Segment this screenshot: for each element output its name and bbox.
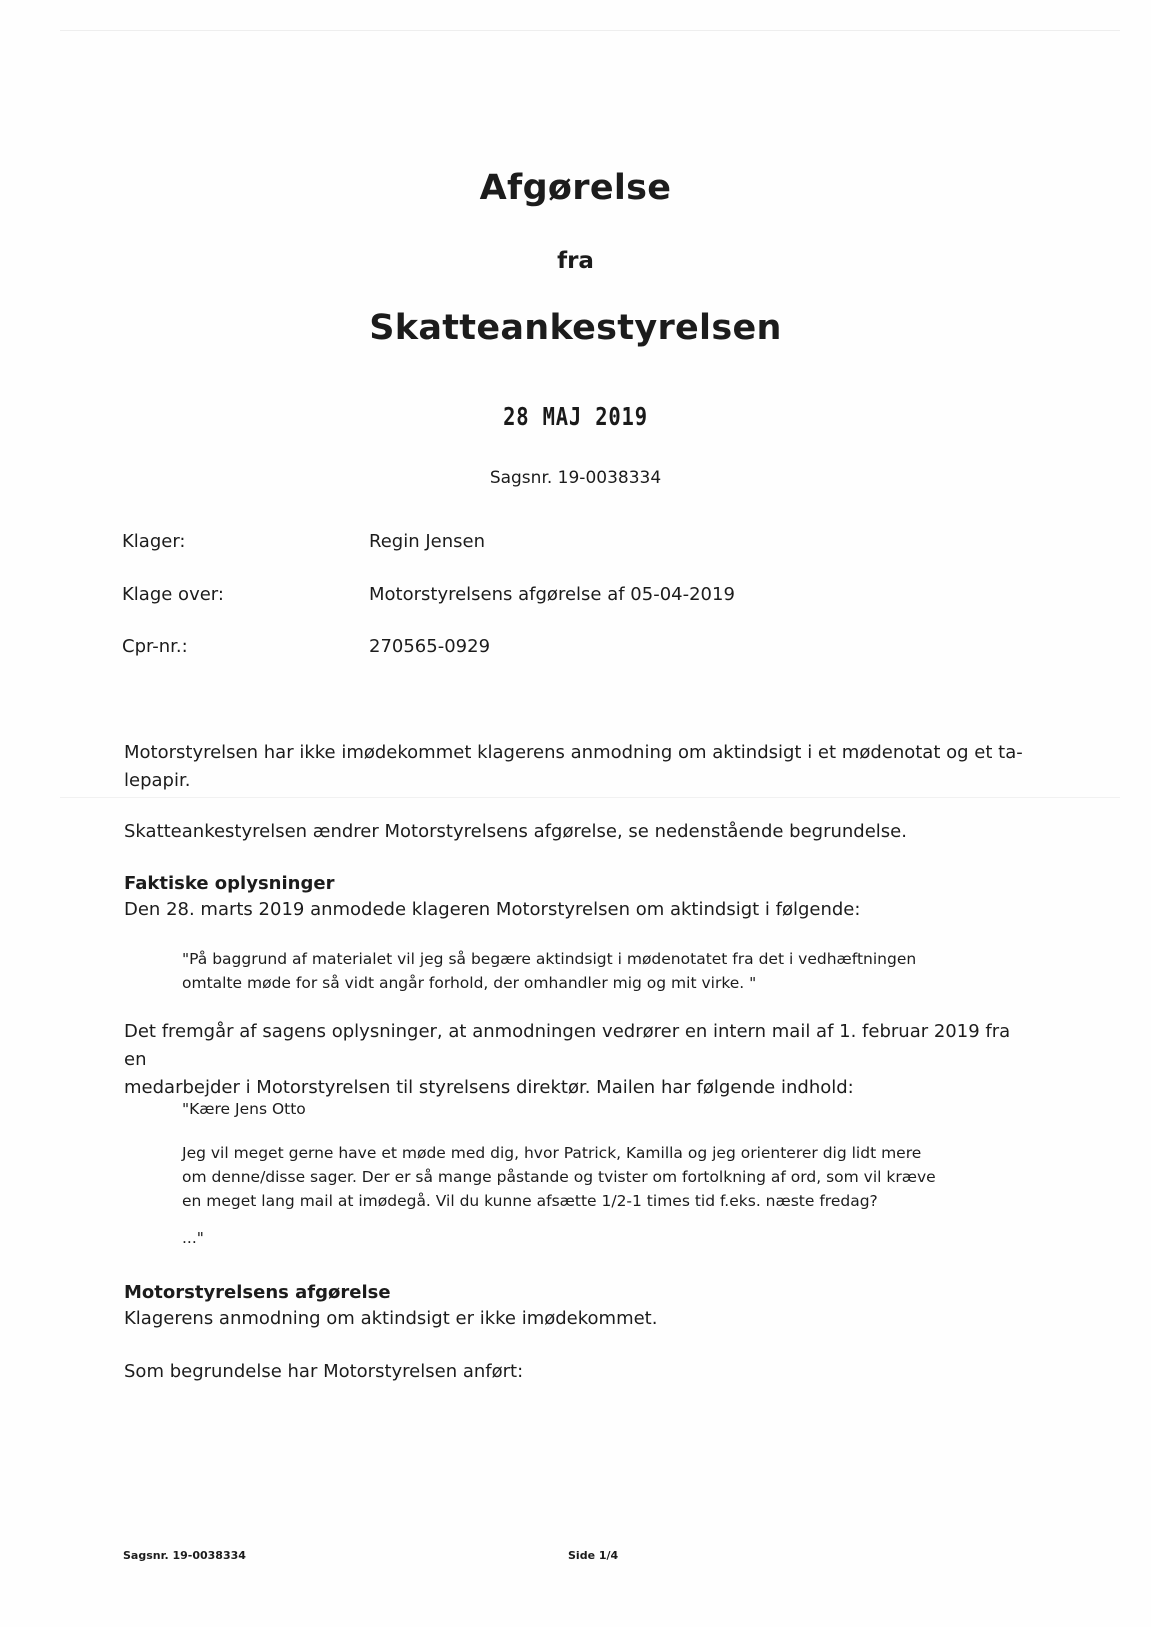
klage-over-label: Klage over: xyxy=(122,584,224,605)
facts-line: medarbejder i Motorstyrelsen til styrelsens direktør. Mailen har følgende indhold: xyxy=(124,1077,854,1098)
facts-paragraph-2 xyxy=(124,1018,1024,1102)
decision-summary: Skatteankestyrelsen ændrer Motorstyrelsens afgørelse, se nedenstående begrundelse. xyxy=(124,821,907,842)
date-stamp: 28 MAJ 2019 xyxy=(503,402,648,431)
request-quote xyxy=(182,947,1002,995)
document-title: Afgørelse xyxy=(479,168,672,208)
facts-heading: Faktiske oplysninger xyxy=(124,873,335,894)
scan-artifact-line xyxy=(60,797,1120,798)
cpr-label: Cpr-nr.: xyxy=(122,636,188,657)
case-number: Sagsnr. 19-0038334 xyxy=(489,468,662,488)
facts-paragraph: Den 28. marts 2019 anmodede klageren Motorstyrelsen om aktindsigt i følgende: xyxy=(124,899,861,920)
mail-greeting: "Kære Jens Otto xyxy=(182,1100,306,1118)
scan-artifact-line xyxy=(60,30,1120,31)
footer-page-number: Side 1/4 xyxy=(568,1549,619,1562)
quote-line: omtalte møde for så vidt angår forhold, der omhandler mig og mit virke. " xyxy=(182,974,757,992)
mail-body xyxy=(182,1141,1002,1213)
intro-paragraph xyxy=(124,739,1024,795)
klage-over-value: Motorstyrelsens afgørelse af 05-04-2019 xyxy=(369,584,735,605)
facts-line: Det fremgår af sagens oplysninger, at anmodningen vedrører en intern mail af 1. februar 2019 fra en xyxy=(124,1021,1011,1070)
mail-line: en meget lang mail at imødegå. Vil du kunne afsætte 1/2-1 times tid f.eks. næste fredag? xyxy=(182,1192,878,1210)
quote-line: "På baggrund af materialet vil jeg så begære aktindsigt i mødenotatet fra det i vedhæftningen xyxy=(182,950,917,968)
mail-line: Jeg vil meget gerne have et møde med dig, hvor Patrick, Kamilla og jeg orienterer dig lidt mere xyxy=(182,1144,922,1162)
klager-label: Klager: xyxy=(122,531,186,552)
cpr-value: 270565-0929 xyxy=(369,636,491,657)
mail-ellipsis: ..." xyxy=(182,1229,204,1247)
intro-line: lepapir. xyxy=(124,770,191,791)
decision-heading: Motorstyrelsens afgørelse xyxy=(124,1282,391,1303)
decision-paragraph: Klagerens anmodning om aktindsigt er ikke imødekommet. xyxy=(124,1308,658,1329)
reason-paragraph: Som begrundelse har Motorstyrelsen anført: xyxy=(124,1361,524,1382)
footer-case-number: Sagsnr. 19-0038334 xyxy=(123,1549,246,1562)
intro-line: Motorstyrelsen har ikke imødekommet klagerens anmodning om aktindsigt i et mødenotat og et ta- xyxy=(124,742,1023,763)
authority-name: Skatteankestyrelsen xyxy=(369,308,782,348)
mail-line: om denne/disse sager. Der er så mange påstande og tvister om fortolkning af ord, som vil kræve xyxy=(182,1168,936,1186)
title-from: fra xyxy=(557,248,594,274)
klager-value: Regin Jensen xyxy=(369,531,485,552)
